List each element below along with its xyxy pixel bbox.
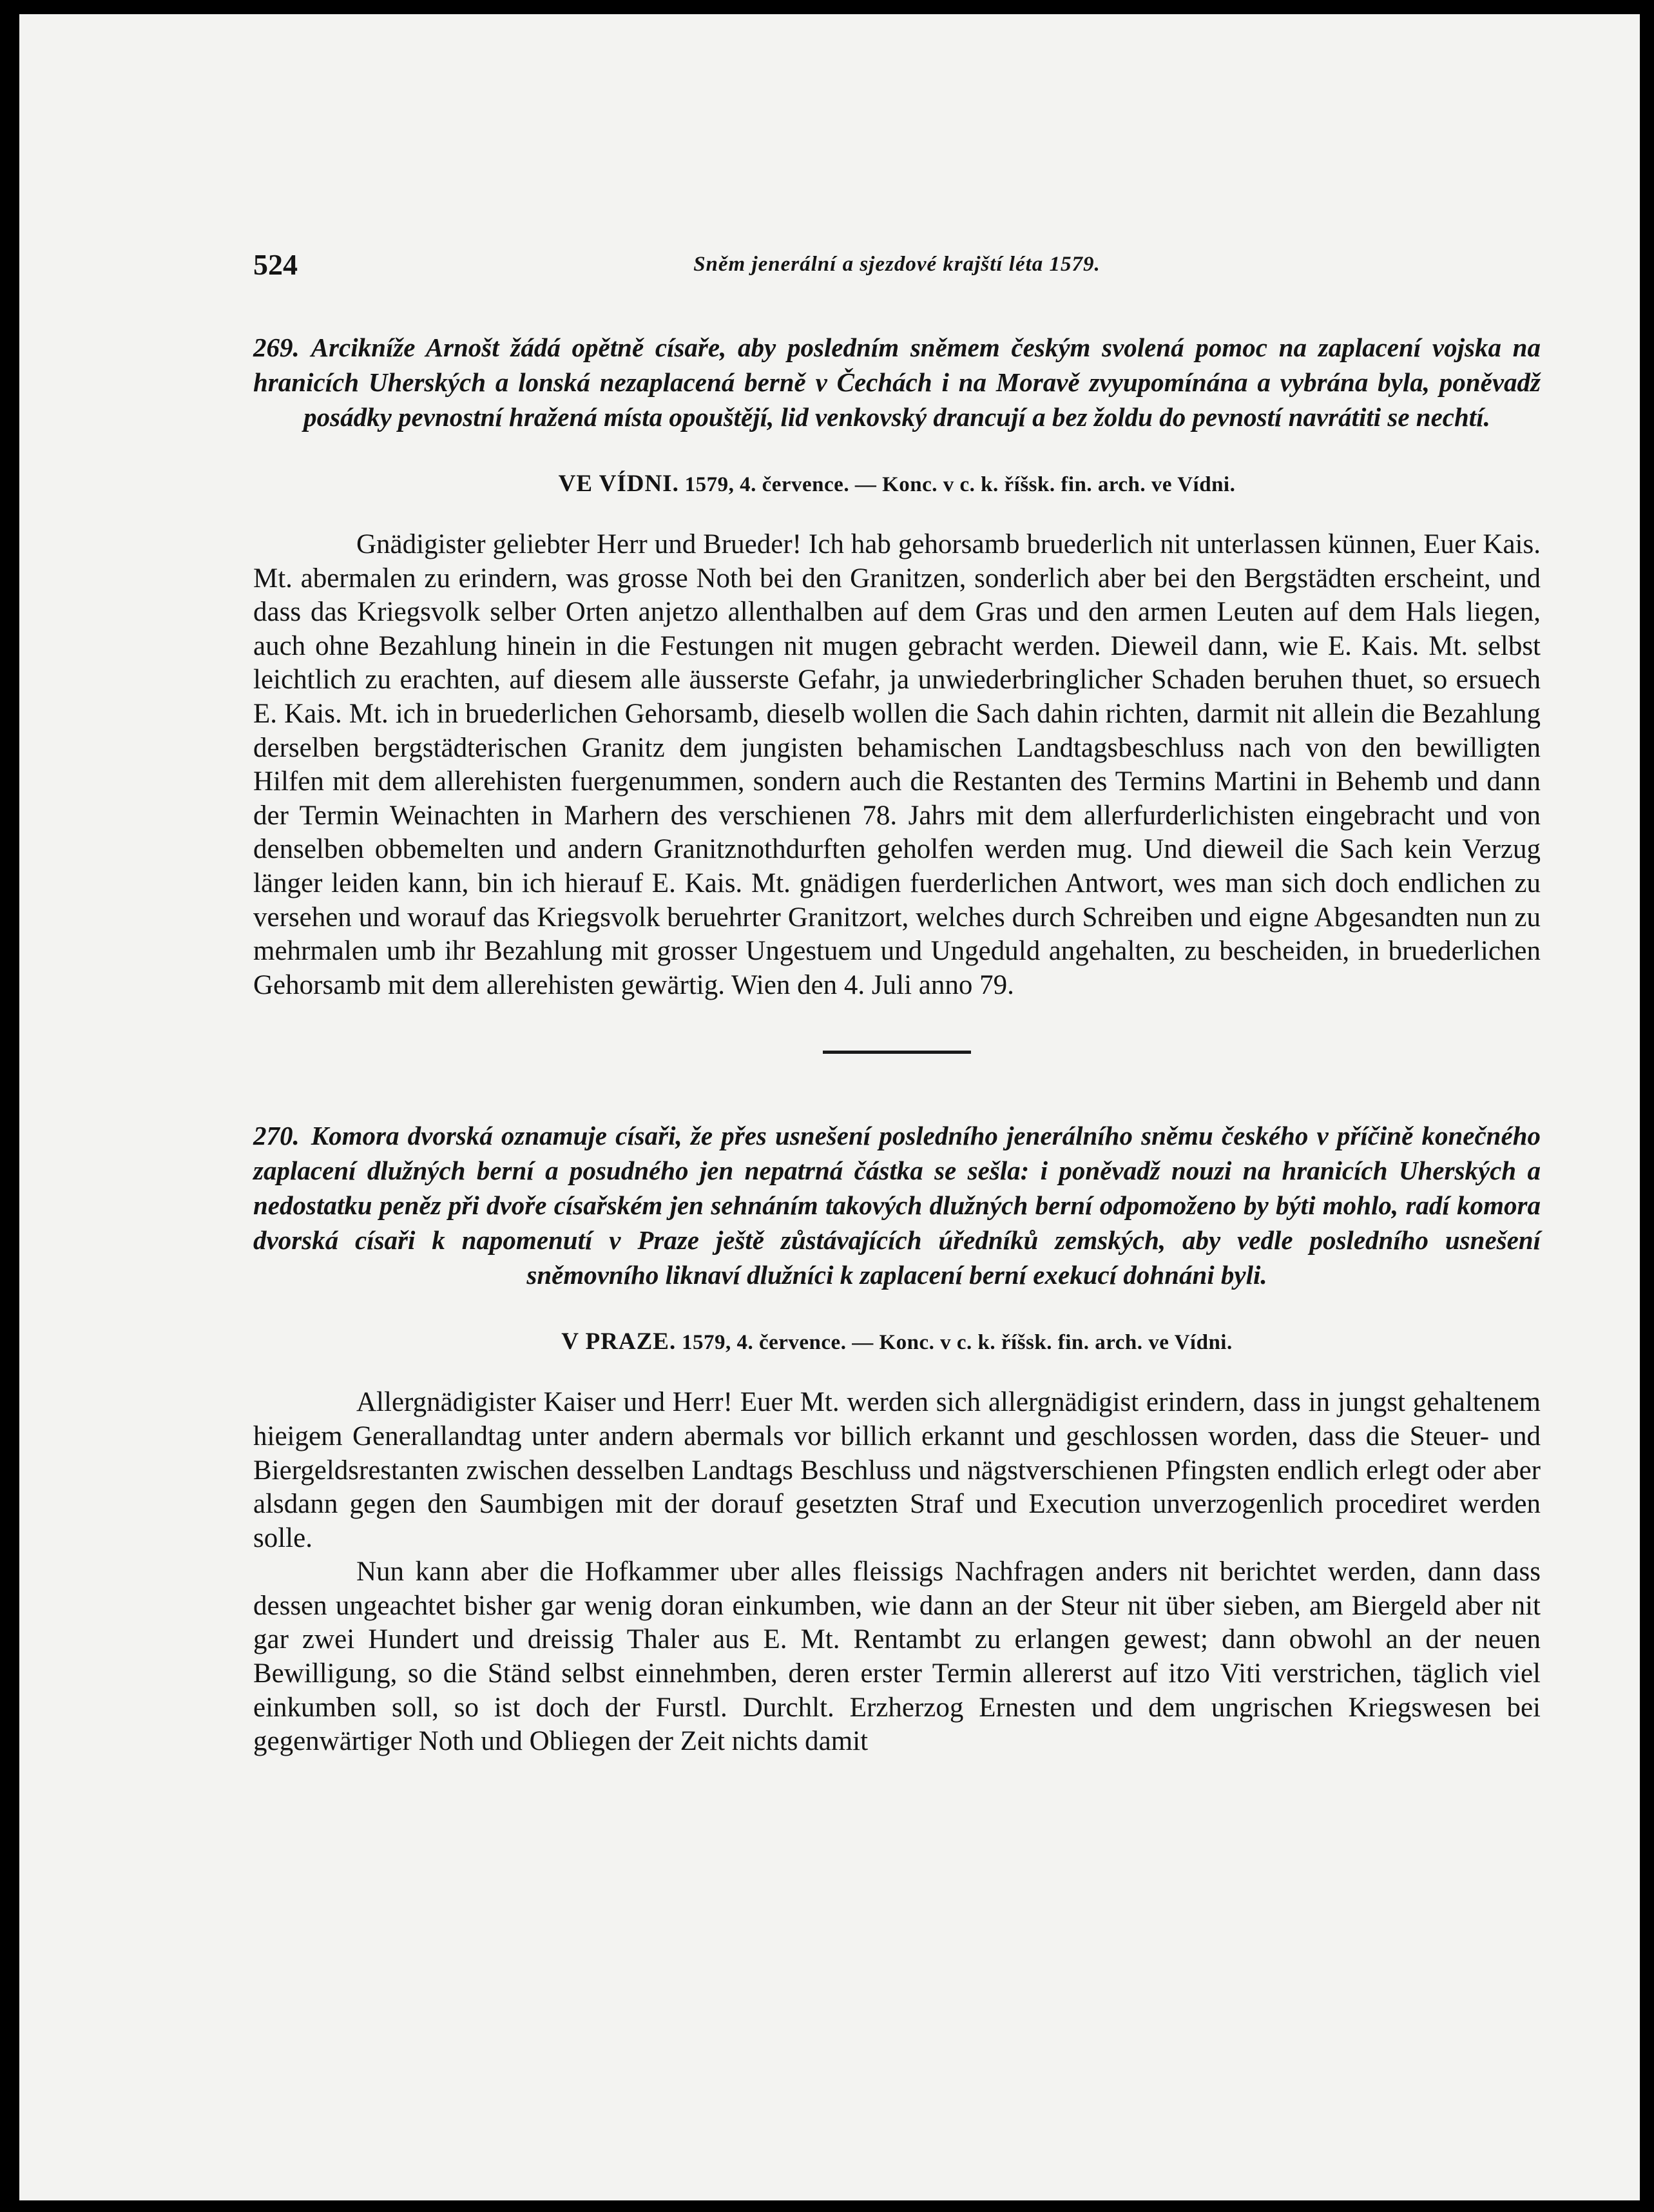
- source-line: [253, 470, 1541, 499]
- entry-regest: [253, 1118, 1541, 1292]
- page-content: [253, 330, 1541, 1759]
- entry-number: 270.: [253, 1121, 300, 1151]
- source-details: 1579, 4. července. — Konc. v c. k. říšsk. fin. arch. ve Vídni.: [684, 473, 1236, 496]
- document-entry: [253, 330, 1541, 1002]
- source-place: VE VÍDNI.: [558, 471, 679, 497]
- page-number: 524: [253, 248, 298, 281]
- letter-paragraph: Allergnädigister Kaiser und Herr! Euer Mt. werden sich allergnädigist erindern, dass in jungst gehaltenem hieigem Generallandtag unter andern abermals vor billich erkannt und geschlossen worden, dass die Steuer- und Biergeldsrestanten zwischen desselben Landtags Beschluss und nägstverschienen Pfingsten endlich erlegt oder aber alsdann gegen den Saumbigen mit der dorauf gesetzten Straf und Execution unverzogenlich procediret werden solle.: [253, 1387, 1541, 1553]
- running-title: Sněm jenerální a sjezdové krajští léta 1579.: [693, 253, 1101, 276]
- letter-paragraph: Gnädigister geliebter Herr und Brueder! Ich hab gehorsamb bruederlich nit unterlassen künnen, Euer Kais. Mt. abermalen zu erindern, was grosse Noth bei den Granitzen, sonderlich aber bei den Bergstädten erscheint, und dass das Kriegsvolk selber Orten anjetzo allenthalben auf dem Gras und den armen Leuten auf dem Hals liegen, auch ohne Bezahlung hinein in die Festungen nit mugen gebracht werden. Dieweil dann, wie E. Kais. Mt. selbst leichtlich zu erachten, auf diesem alle äusserste Gefahr, ja unwiederbringlicher Schaden beruhen thuet, so ersuech E. Kais. Mt. ich in bruederlichen Gehorsamb, dieselb wollen die Sach dahin richten, darmit nit allein die Bezahlung derselben bergstädterischen Granitz dem jungisten behamischen Landtagsbeschluss nach von den bewilligten Hilfen mit dem allerehisten fuergenummen, sondern auch die Restanten des Termins Martini in Behemb und dann der Termin Weinachten in Marhern des verschienen 78. Jahrs mit dem allerfurderlichisten eingebracht und von denselben obbemelten und andern Granitznothdurften geholfen werden mug. Und dieweil die Sach kein Verzug länger leiden kann, bin ich hierauf E. Kais. Mt. gnädigen fuerderlichen Antwort, wes man sich doch endlichen zu versehen und worauf das Kriegsvolk beruehrter Granitzort, welches durch Schreiben und eigne Abgesandten nun zu mehrmalen umb ihr Bezahlung mit grosser Ungestuem und Ungeduld angehalten, zu bescheiden, in bruederlichen Gehorsamb mit dem allerehisten gewärtig. Wien den 4. Juli anno 79.: [253, 529, 1541, 1000]
- document-page: [19, 14, 1640, 2200]
- source-place: V PRAZE.: [561, 1328, 677, 1355]
- document-entry: [253, 1118, 1541, 1759]
- entry-regest: [253, 330, 1541, 434]
- regest-text: Arcikníže Arnošt žádá opětně císaře, aby posledním sněmem českým svolená pomoc na zaplacení vojska na hranicích Uherských a lonská nezaplacená berně v Čechách i na Moravě zvyupomínána a vybrána byla, poněvadž posádky pevnostní hražená místa opouštějí, lid venkovský drancují a bez žoldu do pevností navrátiti se nechtí.: [253, 333, 1541, 432]
- section-divider: [823, 1051, 971, 1054]
- regest-text: Komora dvorská oznamuje císaři, že přes usnešení posledního jenerálního sněmu českého v příčině konečného zaplacení dlužných berní a posudného jen nepatrná částka se sešla: i poněvadž nouzi na hranicích Uherských a nedostatku peněz při dvoře císařském jen sehnáním takových dlužných berní odpomoženo by býti mohlo, radí komora dvorská císaři k napomenutí v Praze ještě zůstávajících úředníků zemských, aby vedle posledního usnešení sněmovního liknaví dlužníci k zaplacení berní exekucí dohnáni byli.: [253, 1121, 1541, 1290]
- page-header: [253, 247, 1541, 286]
- source-details: 1579, 4. července. — Konc. v c. k. říšsk. fin. arch. ve Vídni.: [681, 1331, 1233, 1355]
- source-line: [253, 1328, 1541, 1357]
- entry-number: 269.: [253, 333, 300, 362]
- letter-paragraph: Nun kann aber die Hofkammer uber alles fleissigs Nachfragen anders nit berichtet werden, dann dass dessen ungeachtet bisher gar wenig doran einkumben, wie dann an der Steur nit über sieben, am Biergeld aber nit gar zwei Hundert und dreissig Thaler aus E. Mt. Rentambt zu erlangen gewest; dann obwohl an der neuen Bewilligung, so die Ständ selbst einnehmben, deren erster Termin allererst auf itzo Viti verstrichen, täglich viel einkumben soll, so ist doch der Furstl. Durchlt. Erzherzog Ernesten und dem ungrischen Kriegswesen bei gegenwärtiger Noth und Obliegen der Zeit nichts damit: [253, 1557, 1541, 1757]
